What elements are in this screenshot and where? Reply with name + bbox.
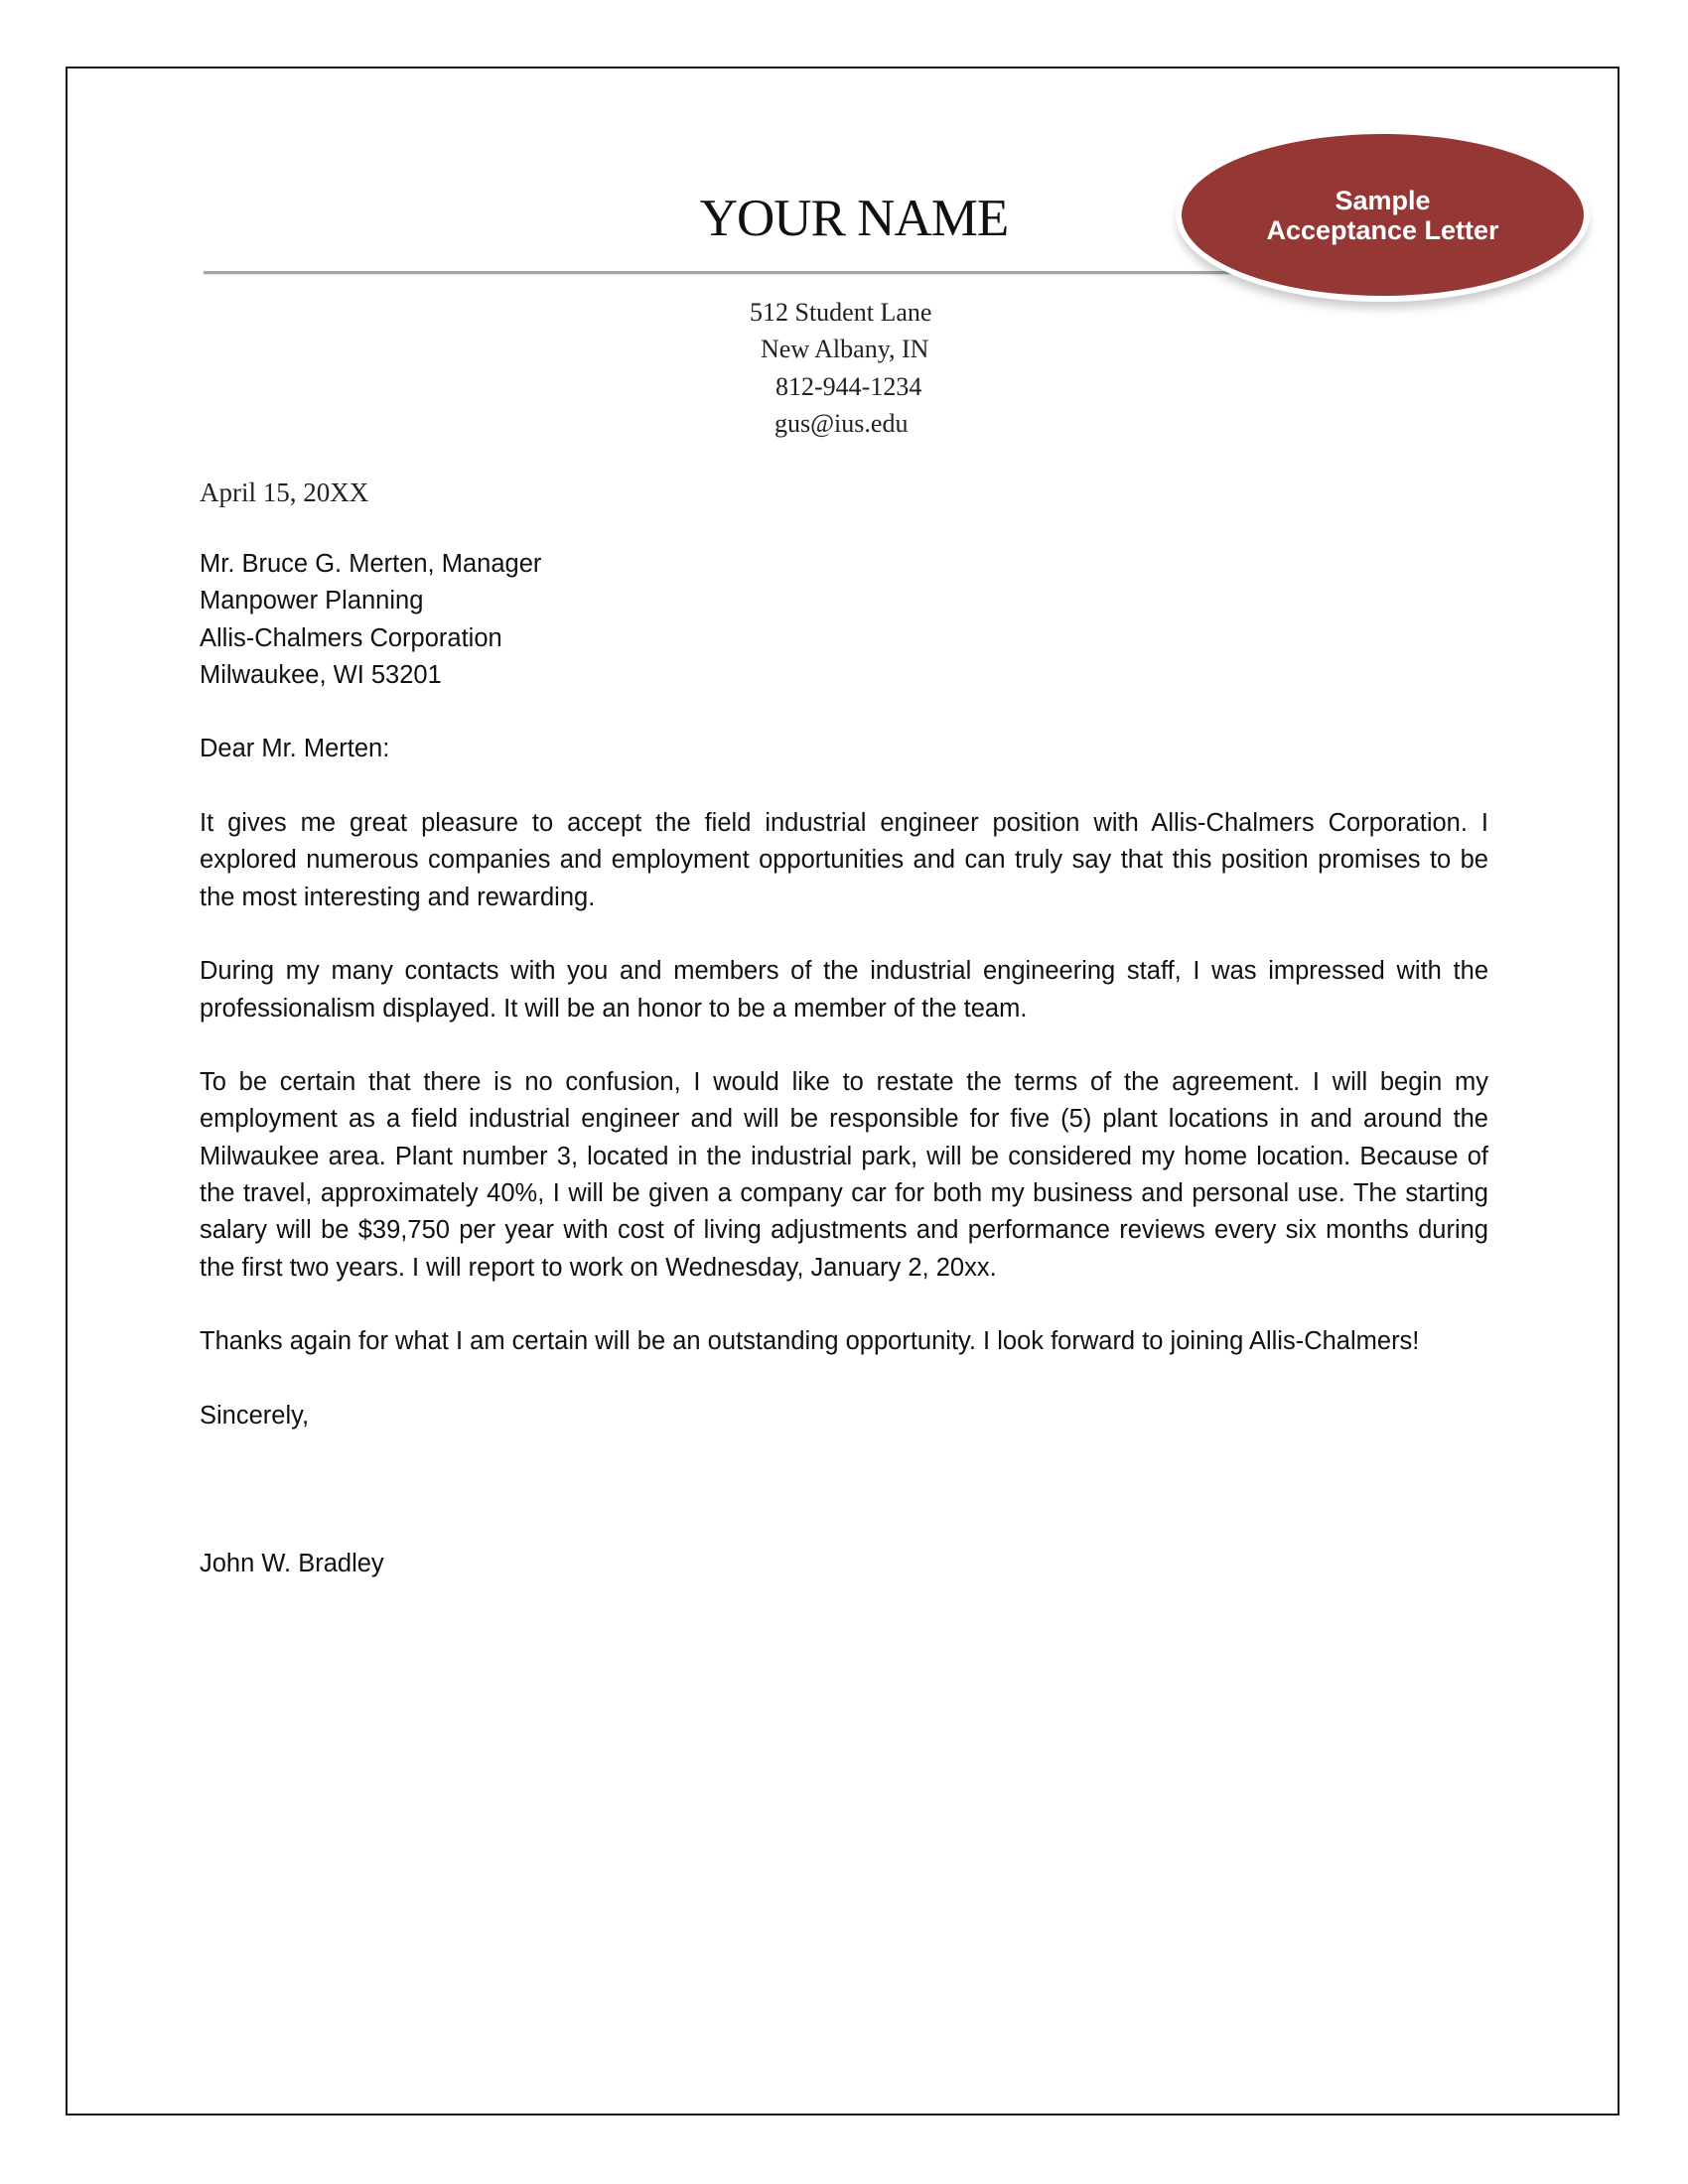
- header-divider: [204, 271, 1256, 274]
- paragraph-3: To be certain that there is no confusion, I would like to restate the terms of the agreement. I will begin my employment as a field industrial engineer and will be responsible for five (5) plant locations in and around the Milwaukee area. Plant number 3, located in the industrial park, will be considered my home location. Because of the travel, approximately 40%, I will be given a company car for both my business and personal use. The starting salary will be $39,750 per year with cost of living adjustments and performance reviews every six months during the first two years. I will report to work on Wednesday, January 2, 20xx.: [200, 1068, 1488, 1282]
- sender-phone: 812-944-1234: [775, 371, 922, 401]
- paragraph-4: Thanks again for what I am certain will be an outstanding opportunity. I look forward to joining Allis-Chalmers!: [200, 1327, 1420, 1356]
- badge-line-1: Sample: [1335, 185, 1431, 215]
- letter-body: [200, 546, 1488, 1582]
- recipient-name: Mr. Bruce G. Merten, Manager: [200, 550, 542, 578]
- closing: Sincerely,: [200, 1401, 310, 1430]
- recipient-company: Allis-Chalmers Corporation: [200, 623, 502, 652]
- paragraph-1: It gives me great pleasure to accept the field industrial engineer position with Allis-Chalmers Corporation. I explored numerous companies and employment opportunities and can truly say that this position promises to be the most interesting and rewarding.: [200, 809, 1488, 911]
- sender-name-heading: YOUR NAME: [699, 190, 1009, 247]
- badge-line-2: Acceptance Letter: [1266, 214, 1499, 245]
- salutation: Dear Mr. Merten:: [200, 735, 390, 763]
- sender-contact-block: [695, 294, 947, 442]
- sender-email: gus@ius.edu: [774, 408, 909, 438]
- recipient-department: Manpower Planning: [200, 587, 424, 615]
- sender-street: 512 Student Lane: [750, 298, 932, 327]
- signature-space: [200, 1434, 1488, 1546]
- signature-name: John W. Bradley: [200, 1550, 384, 1578]
- paragraph-2: During my many contacts with you and members of the industrial engineering staff, I was impressed with the professionalism displayed. It will be an honor to be a member of the team.: [200, 957, 1488, 1023]
- sender-city-state: New Albany, IN: [761, 335, 929, 364]
- recipient-city: Milwaukee, WI 53201: [200, 660, 442, 689]
- recipient-address: [200, 546, 1488, 694]
- letter-date: April 15, 20XX: [200, 478, 369, 507]
- sample-badge: [1182, 134, 1584, 296]
